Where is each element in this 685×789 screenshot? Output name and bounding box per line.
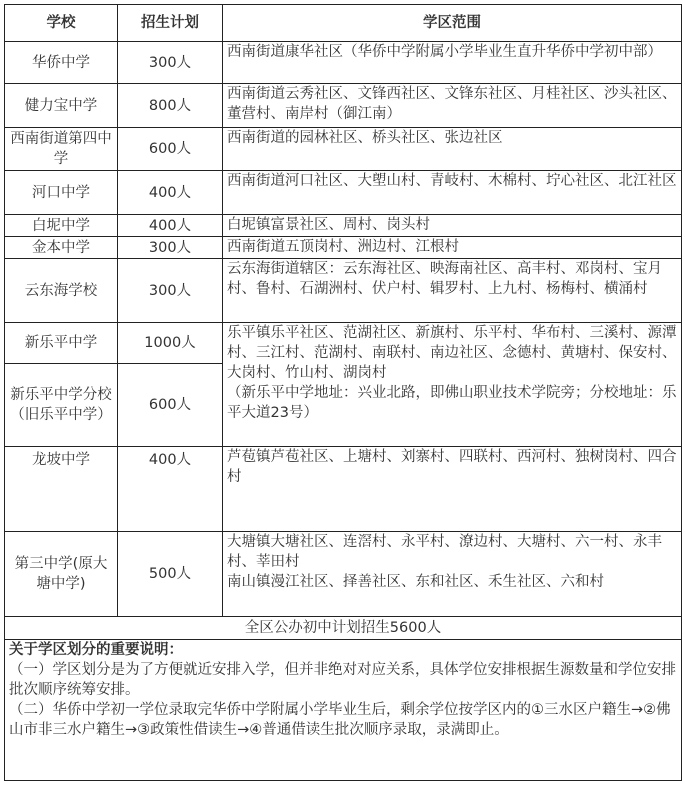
school-name: 新乐平中学分校（旧乐平中学） xyxy=(5,364,118,447)
enrollment-plan: 400人 xyxy=(118,171,223,215)
school-zone: 西南街道康华社区（华侨中学附属小学毕业生直升华侨中学初中部） xyxy=(223,42,682,84)
header-zone: 学区范围 xyxy=(223,5,682,42)
table-row xyxy=(5,215,682,237)
school-zone: 西南街道云秀社区、文锋西社区、文锋东社区、月桂社区、沙头社区、董营村、南岸村（御江南） xyxy=(223,84,682,128)
school-zone: 西南街道的园林社区、桥头社区、张边社区 xyxy=(223,128,682,171)
enrollment-plan: 300人 xyxy=(118,259,223,323)
table-row xyxy=(5,237,682,259)
school-name: 新乐平中学 xyxy=(5,323,118,364)
total-enrollment: 全区公办初中计划招生5600人 xyxy=(5,617,682,640)
school-zone: 芦苞镇芦苞社区、上塘村、刘寨村、四联村、西河村、独树岗村、四合村 xyxy=(223,447,682,532)
school-zone xyxy=(223,532,682,617)
school-name: 健力宝中学 xyxy=(5,84,118,128)
notes-section xyxy=(5,640,682,781)
school-zone: 西南街道河口社区、大塱山村、青岐村、木棉村、坾心社区、北江社区 xyxy=(223,171,682,215)
table-row xyxy=(5,42,682,84)
enrollment-plan: 300人 xyxy=(118,42,223,84)
zone-nanshan: 南山镇漫江社区、择善社区、东和社区、禾生社区、六和村 xyxy=(227,574,604,590)
table-row xyxy=(5,323,682,364)
table-row xyxy=(5,84,682,128)
school-name: 龙坡中学 xyxy=(5,447,118,532)
table-header-row xyxy=(5,5,682,42)
table-row xyxy=(5,447,682,532)
enrollment-plan: 400人 xyxy=(118,215,223,237)
notes-row xyxy=(5,640,682,781)
school-zone: 白坭镇富景社区、周村、岗头村 xyxy=(223,215,682,237)
school-name: 第三中学(原大塘中学) xyxy=(5,532,118,617)
enrollment-plan: 500人 xyxy=(118,532,223,617)
table-row xyxy=(5,259,682,323)
zone-dongtang: 大塘镇大塘社区、连滘村、永平村、潦边村、大塘村、六一村、永丰村、莘田村 xyxy=(227,534,662,570)
school-name: 西南街道第四中学 xyxy=(5,128,118,171)
zone-shared-text: 乐平镇乐平社区、范湖社区、新旗村、乐平村、华布村、三溪村、源潭村、三江村、范湖村、南联村、南边社区、念德村、黄塘村、保安村、大岗村、竹山村、湖岗村 xyxy=(227,325,677,381)
header-plan: 招生计划 xyxy=(118,5,223,42)
total-row xyxy=(5,617,682,640)
school-zone-shared xyxy=(223,323,682,447)
school-zone: 西南街道五顶岗村、洲边村、江根村 xyxy=(223,237,682,259)
note-item-2: （二）华侨中学初一学位录取完华侨中学附属小学毕业生后，剩余学位按学区内的①三水区户籍生→②佛山市非三水户籍生→③政策性借读生→④普通借读生批次顺序录取，录满即止。 xyxy=(9,702,671,738)
notes-title: 关于学区划分的重要说明： xyxy=(9,642,183,658)
table-row xyxy=(5,128,682,171)
enrollment-plan: 400人 xyxy=(118,447,223,532)
school-name: 云东海学校 xyxy=(5,259,118,323)
enrollment-plan: 300人 xyxy=(118,237,223,259)
school-name: 河口中学 xyxy=(5,171,118,215)
enrollment-table xyxy=(4,4,682,781)
table-row xyxy=(5,532,682,617)
school-name: 华侨中学 xyxy=(5,42,118,84)
note-item-1: （一）学区划分是为了方便就近安排入学，但并非绝对对应关系，具体学位安排根据生源数量和学位安排批次顺序统筹安排。 xyxy=(9,662,676,698)
enrollment-plan: 800人 xyxy=(118,84,223,128)
zone-shared-address-note: （新乐平中学地址：兴业北路，即佛山职业技术学院旁；分校地址：乐平大道23号） xyxy=(227,385,677,421)
school-name: 白坭中学 xyxy=(5,215,118,237)
header-school: 学校 xyxy=(5,5,118,42)
enrollment-plan: 600人 xyxy=(118,364,223,447)
enrollment-plan: 1000人 xyxy=(118,323,223,364)
school-zone: 云东海街道辖区：云东海社区、映海南社区、高丰村、邓岗村、宝月村、鲁村、石湖洲村、伏户村、辑罗村、上九村、杨梅村、横涌村 xyxy=(223,259,682,323)
enrollment-plan: 600人 xyxy=(118,128,223,171)
school-name: 金本中学 xyxy=(5,237,118,259)
table-row xyxy=(5,171,682,215)
